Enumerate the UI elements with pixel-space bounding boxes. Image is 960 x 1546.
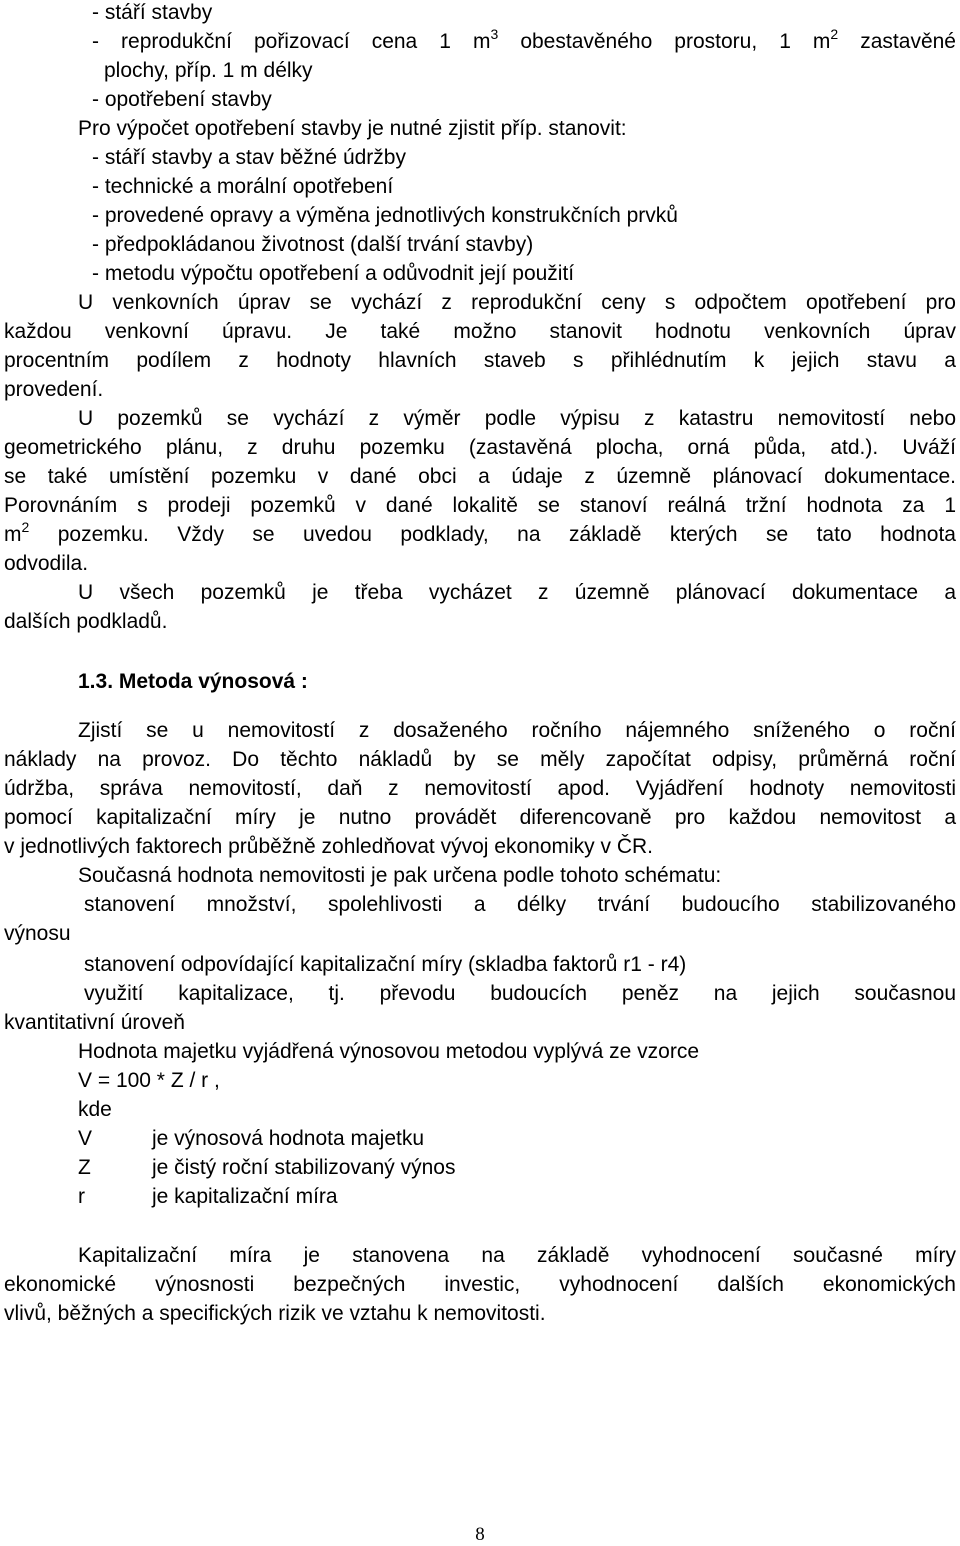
superscript: 3 [490, 26, 499, 42]
list-item: - provedené opravy a výměna jednotlivých konstrukčních prvků [92, 204, 678, 227]
paragraph-line: náklady na provoz. Do těchto nákladů by se měly započítat odpisy, průměrná roční [4, 748, 956, 771]
formula: V = 100 * Z / r , [78, 1069, 220, 1092]
list-item: - stáří stavby a stav běžné údržby [92, 146, 406, 169]
text-run: - reprodukční pořizovací cena 1 m [92, 30, 491, 53]
paragraph-line: Porovnáním s prodeji pozemků v dané lokalitě se stanoví reálná tržní hodnota za 1 [4, 494, 956, 517]
definition-text: je čistý roční stabilizovaný výnos [152, 1156, 456, 1179]
paragraph-line: využití kapitalizace, tj. převodu budoucích peněz na jejich současnou [84, 982, 956, 1005]
paragraph-line: stanovení odpovídající kapitalizační míry (skladba faktorů r1 - r4) [84, 953, 687, 976]
paragraph-line [4, 519, 956, 546]
paragraph-line: vlivů, běžných a specifických rizik ve vztahu k nemovitosti. [4, 1302, 546, 1325]
paragraph-line: ekonomické výnosnosti bezpečných investic, vyhodnocení dalších ekonomických [4, 1273, 956, 1296]
list-item: - metodu výpočtu opotřebení a odůvodnit její použití [92, 262, 575, 285]
paragraph-line: geometrického plánu, z druhu pozemku (zastavěná plocha, orná půda, atd.). Uváží [4, 436, 956, 459]
list-item: - technické a morální opotřebení [92, 175, 394, 198]
paragraph-line: výnosu [4, 922, 71, 945]
definition-symbol: V [78, 1127, 93, 1150]
paragraph-line: dalších podkladů. [4, 610, 168, 633]
text-run: m [4, 523, 22, 546]
paragraph-line: se také umístění pozemku v dané obci a údaje z územně plánovací dokumentace. [4, 465, 956, 488]
paragraph-line: v jednotlivých faktorech průběžně zohledňovat vývoj ekonomiky v ČR. [4, 835, 653, 858]
paragraph-line: každou venkovní úpravu. Je také možno stanovit hodnotu venkovních úprav [4, 320, 956, 343]
text-run: obestavěného prostoru, 1 m [498, 30, 831, 53]
paragraph-line: provedení. [4, 378, 104, 401]
paragraph-line: Hodnota majetku vyjádřená výnosovou metodou vyplývá ze vzorce [78, 1040, 699, 1063]
paragraph-line: kde [78, 1098, 112, 1121]
paragraph-line: kvantitativní úroveň [4, 1011, 185, 1034]
text-run: pozemku. Vždy se uvedou podklady, na základě kterých se tato hodnota [29, 523, 956, 546]
paragraph-line: procentním podílem z hodnoty hlavních staveb s přihlédnutím k jejich stavu a [4, 349, 956, 372]
paragraph-line: Současná hodnota nemovitosti je pak určena podle tohoto schématu: [78, 864, 722, 887]
superscript: 2 [830, 26, 839, 42]
paragraph-line: odvodila. [4, 552, 89, 575]
paragraph-line: U venkovních úprav se vychází z reprodukční ceny s odpočtem opotřebení pro [78, 291, 956, 314]
paragraph-line: údržba, správa nemovitostí, daň z nemovitostí apod. Vyjádření hodnoty nemovitosti [4, 777, 956, 800]
definition-text: je výnosová hodnota majetku [152, 1127, 425, 1150]
paragraph-line: U pozemků se vychází z výměr podle výpisu z katastru nemovitostí nebo [78, 407, 956, 430]
text-line: plochy, příp. 1 m délky [104, 59, 313, 82]
list-item: - předpokládanou životnost (další trvání stavby) [92, 233, 534, 256]
list-item: - stáří stavby [92, 1, 213, 24]
paragraph-line: Zjistí se u nemovitostí z dosaženého ročního nájemného sníženého o roční [78, 719, 956, 742]
definition-symbol: r [78, 1185, 85, 1208]
paragraph-line: stanovení množství, spolehlivosti a délky trvání budoucího stabilizovaného [84, 893, 956, 916]
list-item: - opotřebení stavby [92, 88, 272, 111]
definition-symbol: Z [78, 1156, 91, 1179]
superscript: 2 [21, 519, 30, 535]
paragraph-line: U všech pozemků je třeba vycházet z územně plánovací dokumentace a [78, 581, 956, 604]
section-heading: 1.3. Metoda výnosová : [78, 670, 308, 693]
page-number: 8 [475, 1524, 485, 1545]
paragraph-line: Kapitalizační míra je stanovena na základě vyhodnocení současné míry [78, 1244, 956, 1267]
list-item [92, 26, 956, 53]
definition-text: je kapitalizační míra [152, 1185, 338, 1208]
paragraph-line: pomocí kapitalizační míry je nutno provádět diferencovaně pro každou nemovitost a [4, 806, 956, 829]
text-run: zastavěné [838, 30, 956, 53]
text-line: Pro výpočet opotřebení stavby je nutné zjistit příp. stanovit: [78, 117, 627, 140]
